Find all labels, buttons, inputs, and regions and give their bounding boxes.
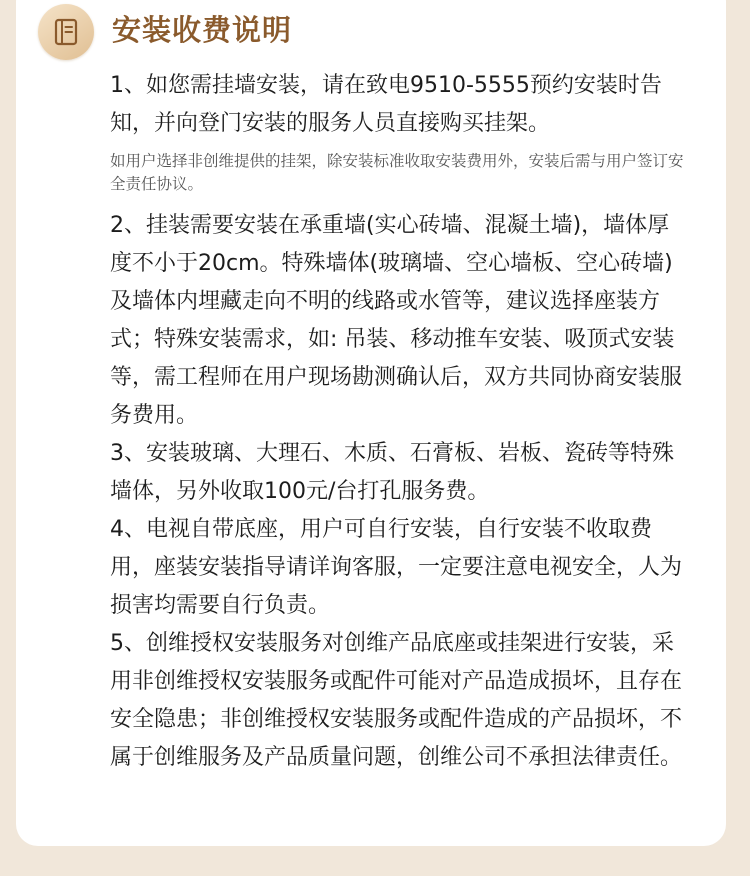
rule-item-5: 5、创维授权安装服务对创维产品底座或挂架进行安装，采用非创维授权安装服务或配件可能对产品造成损坏，且存在安全隐患；非创维授权安装服务或配件造成的产品损坏，不属于创维服务及产品质量问题，创维公司不承担法律责任。 [110, 631, 683, 770]
rule-item-2: 2、挂装需要安装在承重墙(实心砖墙、混凝土墙)，墙体厚度不小于20cm。特殊墙体(玻璃墙、空心墙板、空心砖墙)及墙体内埋藏走向不明的线路或水管等，建议选择座装方式；特殊安装需求，如: 吊装、移动推车安装、吸顶式安装等，需工程师在用户现场勘测确认后，双方共同协商安装服务费用。 [110, 213, 683, 428]
rule-item-1: 1、如您需挂墙安装，请在致电9510-5555预约安装时告知，并向登门安装的服务人员直接购买挂架。 [110, 73, 662, 136]
rule-item-1-note: 如用户选择非创维提供的挂架，除安装标准收取安装费用外，安装后需与用户签订安全责任协议。 [110, 152, 684, 193]
fee-description [110, 67, 685, 777]
page-title: 安装收费说明 [112, 13, 293, 47]
notebook-icon [38, 4, 94, 60]
rule-item-4: 4、电视自带底座，用户可自行安装，自行安装不收取费用，座装安装指导请详询客服，一定要注意电视安全，人为损害均需要自行负责。 [110, 517, 683, 618]
rule-item-3: 3、安装玻璃、大理石、木质、石膏板、岩板、瓷砖等特殊墙体，另外收取100元/台打孔服务费。 [110, 441, 674, 504]
